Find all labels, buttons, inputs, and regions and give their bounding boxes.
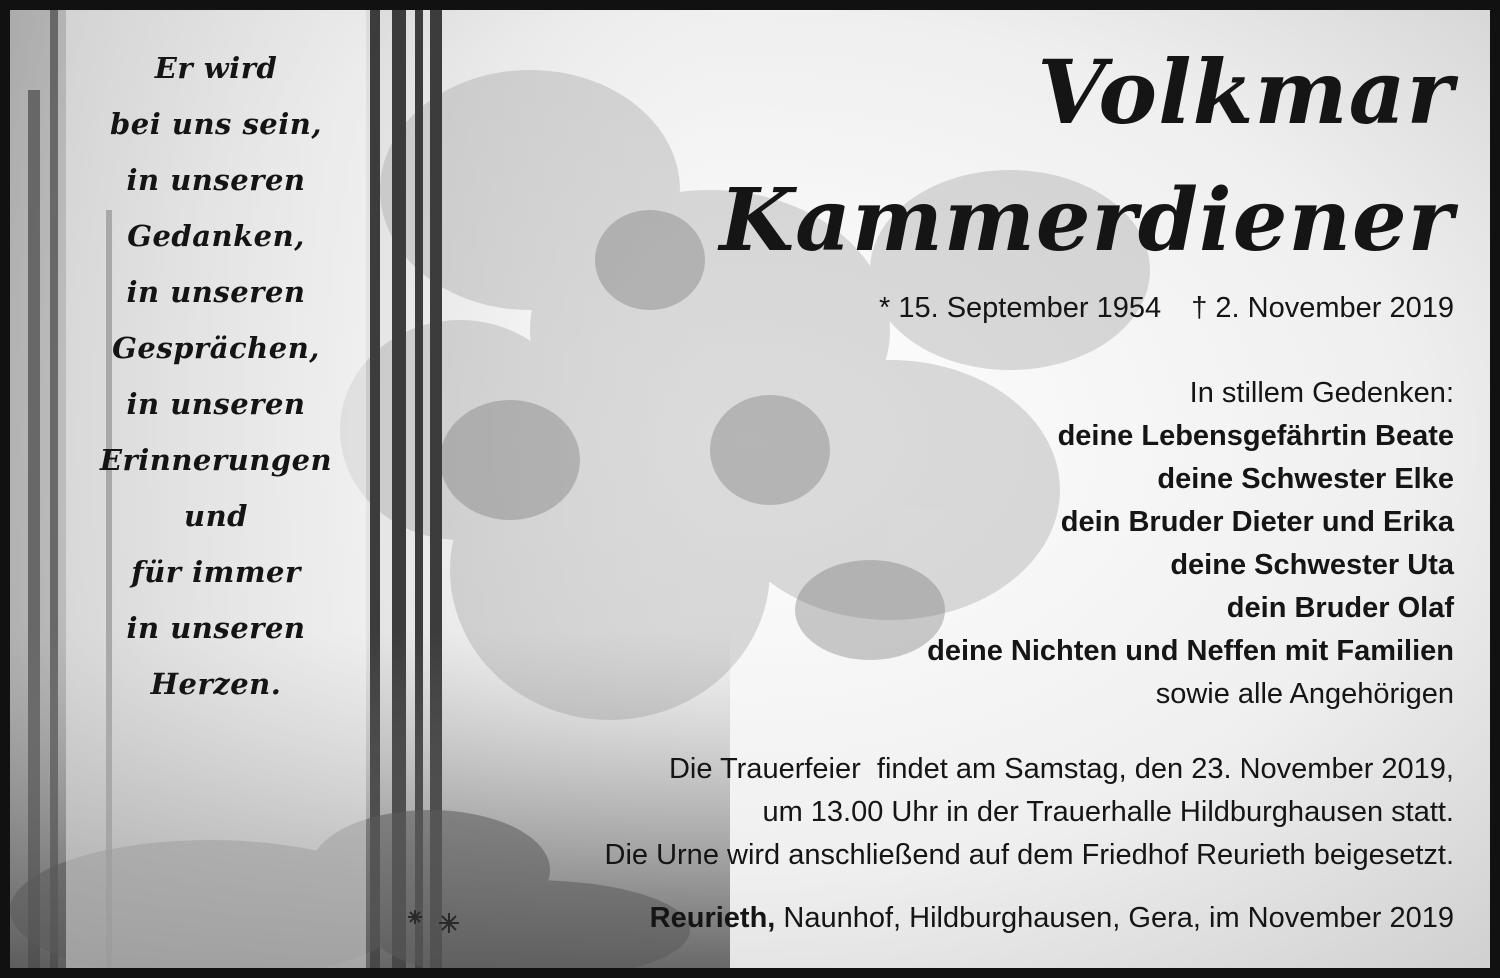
death-cross-icon: † (1191, 292, 1208, 324)
verse-line: in unseren (126, 611, 306, 645)
verse-line: bei uns sein, (110, 107, 322, 141)
deceased-first-name: Volkmar (1037, 40, 1454, 144)
verse-line: Er wird (154, 51, 278, 85)
verse-line: und (184, 499, 248, 533)
mourner-entry: dein Bruder Olaf (1226, 592, 1454, 624)
verse-line: Erinnerungen (99, 443, 333, 477)
place-town: Reurieth, (649, 902, 776, 934)
verse-line: Herzen. (150, 667, 282, 701)
birth-date: 15. September 1954 (898, 292, 1162, 324)
ceremony-line: Die Urne wird anschließend auf dem Friedhof Reurieth beigesetzt. (604, 839, 1454, 871)
deceased-last-name: Kammerdiener (719, 170, 1454, 271)
place-rest: Naunhof, Hildburghausen, Gera, im November 2019 (775, 902, 1454, 934)
mourner-entry: deine Nichten und Neffen mit Familien (927, 635, 1454, 667)
mourners-closing: sowie alle Angehörigen (1155, 678, 1454, 710)
verse-line: in unseren (126, 275, 306, 309)
verse-line: für immer (131, 555, 301, 589)
mourner-entry: deine Lebensgefährtin Beate (1057, 420, 1454, 452)
ceremony-line: um 13.00 Uhr in der Trauerhalle Hildburghausen statt. (762, 796, 1454, 828)
death-date: 2. November 2019 (1215, 292, 1454, 324)
verse-line: in unseren (126, 163, 306, 197)
ceremony-info (605, 748, 1454, 877)
place-and-date (650, 902, 1454, 935)
mourner-entry: deine Schwester Elke (1157, 463, 1454, 495)
memorial-verse (66, 40, 366, 712)
mourners-intro: In stillem Gedenken: (1189, 377, 1454, 409)
verse-line: Gesprächen, (112, 331, 320, 365)
verse-line: in unseren (126, 387, 306, 421)
mourner-entry: deine Schwester Uta (1170, 549, 1454, 581)
birth-star-icon: * (878, 292, 891, 324)
ceremony-line: Die Trauerfeier findet am Samstag, den 23. November 2019, (668, 753, 1454, 785)
mourners-list (927, 372, 1454, 716)
verse-line: Gedanken, (127, 219, 305, 253)
life-dates (879, 292, 1454, 325)
mourner-entry: dein Bruder Dieter und Erika (1060, 506, 1454, 538)
